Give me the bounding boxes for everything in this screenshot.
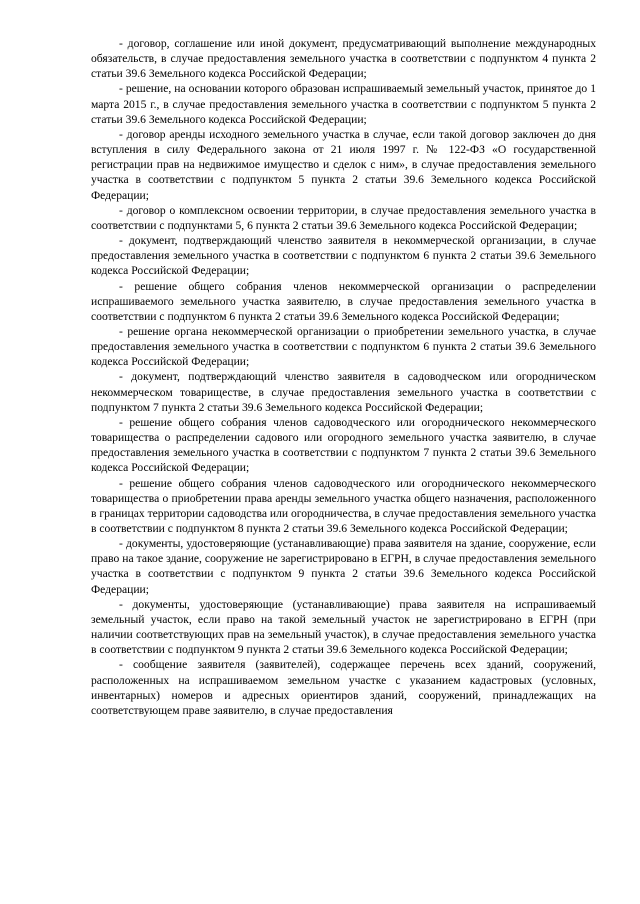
list-item: - решение общего собрания членов некоммерческой организации о распределении испрашиваемого земельного участка заявителю, в случае предоставления земельного участка в соответствии с подпунктом 6 пункта 2 статьи 39.6 Земельного кодекса Российской Федерации; bbox=[91, 279, 596, 323]
list-item: - договор о комплексном освоении территории, в случае предоставления земельного участка в соответствии с подпунктами 5, 6 пункта 2 статьи 39.6 Земельного кодекса Российской Федерации; bbox=[91, 203, 596, 232]
list-item: - документы, удостоверяющие (устанавливающие) права заявителя на испрашиваемый земельный участок, если право на такой земельный участок не зарегистрировано в ЕГРН (при наличии соответствующих прав на земельный участок), в случае предоставления земельного участка в соответствии с подпунктом 9 пункта 2 статьи 39.6 Земельного кодекса Российской Федерации; bbox=[91, 597, 596, 657]
list-item: - документ, подтверждающий членство заявителя в некоммерческой организации, в случае предоставления земельного участка в соответствии с подпунктом 6 пункта 2 статьи 39.6 Земельного кодекса Российской Федерации; bbox=[91, 234, 596, 278]
list-item: - решение органа некоммерческой организации о приобретении земельного участка, в случае предоставления земельного участка в соответствии с подпунктом 6 пункта 2 статьи 39.6 Земельного кодекса Российской Федерации; bbox=[91, 324, 596, 369]
list-item: - документы, удостоверяющие (устанавливающие) права заявителя на здание, сооружение, если право на такое здание, сооружение не зарегистрировано в ЕГРН, в случае предоставления земельного участка в соответствии с подпунктом 9 пункта 2 статьи 39.6 Земельного кодекса Российской Федерации; bbox=[91, 537, 596, 596]
list-item: - договор, соглашение или иной документ, предусматривающий выполнение международных обязательств, в случае предоставления земельного участка в соответствии с подпунктом 4 пункта 2 статьи 39.6 Земельного кодекса Российской Федерации; bbox=[91, 37, 596, 81]
list-item: - документ, подтверждающий членство заявителя в садоводческом или огородническом некоммерческом товариществе, в случае предоставления земельного участка в соответствии с подпунктом 7 пункта 2 статьи 39.6 Земельного кодекса Российской Федерации; bbox=[91, 370, 596, 414]
list-item: - решение общего собрания членов садоводческого или огороднического некоммерческого товарищества о распределении садового или огородного земельного участка заявителю, в случае предоставления земельного участка в соответствии с подпунктом 7 пункта 2 статьи 39.6 Земельного кодекса Российской Федерации; bbox=[91, 415, 596, 475]
list-item: - сообщение заявителя (заявителей), содержащее перечень всех зданий, сооружений, расположенных на испрашиваемом земельном участке с указанием кадастровых (условных, инвентарных) номеров и адресных ориентиров зданий, сооружений, принадлежащих на соответствующем праве заявителю, в случае предоставления bbox=[91, 658, 596, 717]
document-page bbox=[91, 36, 596, 718]
list-item: - решение общего собрания членов садоводческого или огороднического некоммерческого товарищества о приобретении права аренды земельного участка общего назначения, расположенного в границах территории садоводства или огородничества, в случае предоставления земельного участка в соответствии с подпунктом 8 пункта 2 статьи 39.6 Земельного кодекса Российской Федерации; bbox=[91, 476, 596, 535]
list-item: - договор аренды исходного земельного участка в случае, если такой договор заключен до дня вступления в силу Федерального закона от 21 июля 1997 г. № 122-ФЗ «О государственной регистрации прав на недвижимое имущество и сделок с ним», в случае предоставления земельного участка в соответствии с подпунктом 5 пункта 2 статьи 39.6 Земельного кодекса Российской Федерации; bbox=[91, 127, 596, 202]
list-item: - решение, на основании которого образован испрашиваемый земельный участок, принятое до 1 марта 2015 г., в случае предоставления земельного участка в соответствии с подпунктом 5 пункта 2 статьи 39.6 Земельного кодекса Российской Федерации; bbox=[91, 82, 596, 126]
